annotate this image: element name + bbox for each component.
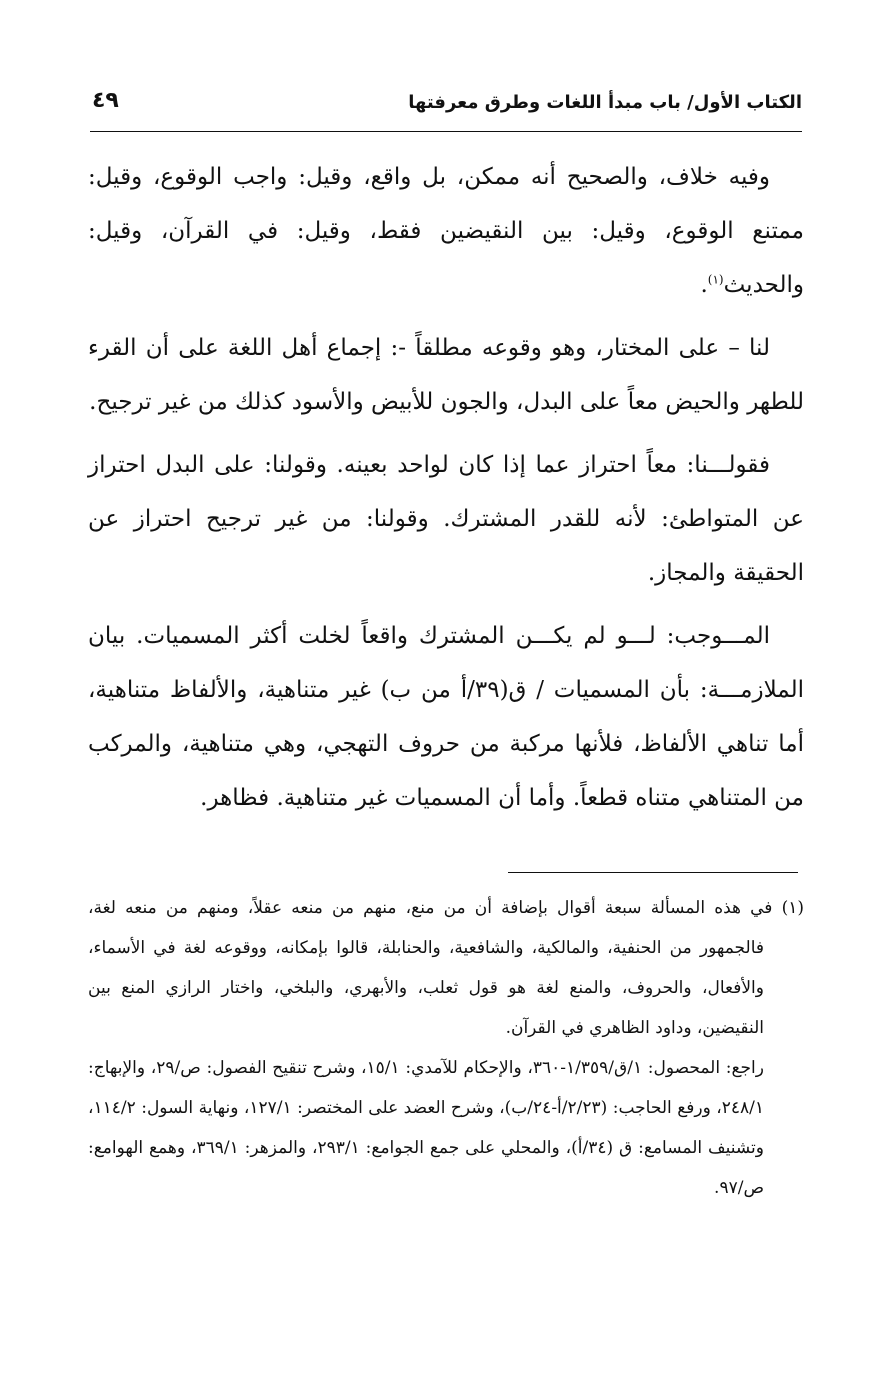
- footnote-marker: (١): [707, 272, 724, 287]
- paragraph-1-text: وفيه خلاف، والصحيح أنه ممكن، بل واقع، وقيل: واجب الوقوع، وقيل: ممتنع الوقوع، وقيل: بين النقيضين فقط، وقيل: في القرآن، وقيل: والحديث: [88, 164, 804, 298]
- paragraph-4: المـــوجب: لـــو لم يكـــن المشترك واقعاً لخلت أكثر المسميات. بيان الملازمـــة: بأن المسميات / ق(٣٩/أ من ب) غير متناهية، والألفاظ متناهية، أما تناهي الألفاظ، فلأنها مركبة من حروف التهجي، وهي متناهية، والمركب من المتناهي متناه قطعاً. وأما أن المسميات غير متناهية. فظاهر.: [88, 623, 804, 811]
- main-text: [88, 150, 804, 834]
- paragraph-3: فقولـــنا: معاً احتراز عما إذا كان لواحد بعينه. وقولنا: على البدل احتراز عن المتواطئ: لأنه للقدر المشترك. وقولنا: من غير ترجيح احتراز عن الحقيقة والمجاز.: [88, 452, 804, 586]
- paragraph-1-end: .: [700, 272, 708, 298]
- footnote-references: راجع: المحصول: ١/ق/١/٣٥٩-٣٦٠، والإحكام للآمدي: ١٥/١، وشرح تنقيح الفصول: ص/٢٩، والإبهاج: ٢٤٨/١، ورفع الحاجب: (٢/٢٣/أ-٢٤/ب)، وشرح العضد على المختصر: ١٢٧/١، ونهاية السول: ١١٤/٢، وتشنيف المسامع: ق (٣٤/أ)، والمحلي على جمع الجوامع: ٢٩٣/١، والمزهر: ٣٦٩/١، وهمع الهوامع: ص/٩٧.: [88, 1058, 764, 1198]
- chapter-title: الكتاب الأول/ باب مبدأ اللغات وطرق معرفتها: [408, 92, 802, 113]
- footnote-1: (١) في هذه المسألة سبعة أقوال بإضافة أن من منع، منهم من منعه عقلاً، ومنهم من منعه لغة، فالجمهور من الحنفية، والمالكية، والشافعية، والحنابلة، قالوا بإمكانه، ووقوعه لغة في الأسماء، والأفعال، والحروف، والمنع لغة هو قول ثعلب، والأبهري، والبلخي، واختار الرازي المنع بين النقيضين، وداود الظاهري في القرآن.: [88, 898, 804, 1038]
- footnotes: [88, 888, 804, 1208]
- paragraph-2: لنا – على المختار، وهو وقوعه مطلقاً -: إجماع أهل اللغة على أن القرء للطهر والحيض معاً على البدل، والجون للأبيض والأسود كذلك من غير ترجيح.: [88, 335, 804, 415]
- header-rule: [90, 131, 802, 132]
- footnote-separator: [508, 872, 798, 873]
- paragraph-1: [88, 150, 804, 312]
- running-header: [90, 88, 802, 124]
- page-number: ٤٩: [92, 88, 119, 113]
